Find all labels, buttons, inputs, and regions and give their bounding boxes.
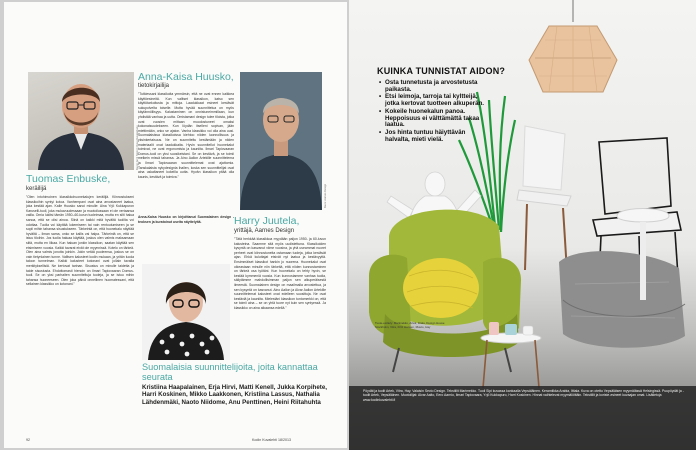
photo-credit-right: Kuva: Aarnes Design xyxy=(324,183,327,208)
quiz-item: • Jos hinta tuntuu häiyttävän halvalta, mieti vielä. xyxy=(379,130,491,144)
huusko-name: Anna-Kaisa Huusko, xyxy=(138,71,234,83)
huusko-note: Anna-Kaisa Huusko on kirjoittanut Suomalainen design -teoksen ja kuratoinut useita näyttelyitä. xyxy=(138,215,234,224)
yellow-pillow xyxy=(403,258,479,318)
enbuske-name: Tuomas Enbuske, xyxy=(26,173,111,185)
left-page xyxy=(4,2,347,448)
side-table xyxy=(481,322,541,388)
quiz-list xyxy=(379,80,491,144)
page-footer: Kodin Kuvalehti 18/2013 xyxy=(252,438,291,442)
enbuske-text: "Olen intohimoinen klassikkohuonekalujen keräilijä. Kiinnostukseni klassikoihin syntyi kotoa. Vanhempani ovat aina arvostaneet laatua, joka kestää ajan. Kalle Huusko sanoi minulle: Aina Yrjö Kukkapuron Karuselli-tuoli, joka mukavuudessaan ja muotoilussaan ei ole vertaansa vailla. Omia lukitsi tämän 1950–60-luvun tuoleimaa, mutta en silti halua sanoa, että se olisi ainoa. Siinä on kaikki mitä hyvältä tuolilta voi odottaa. Tuolia voi käyttää lukemiseen tai vain rentoutumiseen ja se sopii mihin tahansa sisustukseen. Tärkeintä on, että huonekalu näyttää hyvältä – ilman sama, onko se kallis vai halpa. Tärkeintä on, että se istuu tiloihin. Jos tuolia haluaa käyttää, joskus olen valmis maksamaan siitä, mutta en liikaa. Kun haluan jonkin klassikon, saatan käyttää sen etsimiseen vuosia. Kaikki tavarat eivät ole myynnissä. Kotelo on tärkeä. Olen aina valmis jonotta joinkin. Jokin vetää puoleensa, joskus se on vain tietynlainen tunne. Valitsen kalusteet kodin mukaan, ja yritän luoda taloon tunnelman. Kaikki kalusteet kotonani ovat jollain tavalla merkityksellisiä. Ne kertovat tarinan. Sisustus on minulle taidetta ja taide sisustusta. Ehdottomasti hienoin on Ilmari Tapiovaaran Domus-tuoli. Se on yksi parhaiten suunniteltuja tuoleja, ja se istuu mihin tahansa huoneeseen. Olen joka päivä onnellinen huomatessani, että sellainen klassikko on kotonani." xyxy=(26,195,134,287)
quiz-heading: KUINKA TUNNISTAT AIDON? xyxy=(377,66,506,76)
quiz-item: • Osta tunnetusta ja arvostetusta paikasta. xyxy=(379,80,491,94)
juutela-role: yrittäjä, Aarnes Design xyxy=(234,228,295,234)
white-chair-back xyxy=(517,126,571,272)
product-tag: Tuote-esittely: Marimekko, Artek, Iittala, Design House Stockholm, Vitra, Fritz Hansen, Muuto, Hay xyxy=(375,321,445,329)
quiz-item: • Kokeile huonekalun panoa. Heppoisuus ei välttämättä takaa laatua. xyxy=(379,109,491,130)
right-page xyxy=(349,0,696,450)
page-number: 92 xyxy=(26,438,30,442)
huusko-text: "Tutkiessani klassikoita ymmärsin, että ne ovat ennen kaikkea käyttöesineitä. Kun valitset klassikon, katso sen käyttötarkoitusta ja mittoja. Laadukkaat esineet kestävät sukupolvelta toiselle. Mutta hyvää suunnittelua on myös käytännöllisyys. Kalustaminen on onnistuneimmillaan, kun yhdistää vanhaa ja uutta. Omistamani design tulee tiloista, jotka ovat vuosien mittaan muodostuneet omaksi kokonaisuudekseen. Kun löydän itselleni sopivan, jään miettimään, onko se ajaton. Vanha klassikko voi olla aina uusi. Suomalaisissa klassikoissa kiehtoo niiden luonnollisuus ja yksinkertaisuus. Ne on suunniteltu kestämään ja niiden materiaalit ovat laadukkaita. Hyvin suunnitellut huonekalut toimivat, ne ovat ergonomisia ja kauniita. Ilmari Tapiovaaran Domus-tuoli on yksi suosikeistani. Se on kestävä, ja se toimii melkein missä tahansa. Ja Aino Aallon Artekille suunnittelema ja Ilmari Tapiovaaran suunnittelemat ovat ajattomia. Tanskalaista nykydesignia ihailen, koska sen suunnittelijat ovat aina uskaltaneet kokeilla uutta. Hyvän klassikon pitää olla kaunis, kestävä ja toimiva." xyxy=(138,92,234,179)
enbuske-role: keräilijä xyxy=(26,186,47,192)
photo-credit-left: Kuvat: Antti Niemi / Otava Kuvapalvelu xyxy=(136,125,139,170)
quiz-item: • Etsi leimoja, tarroja tai kyltteijä, jotka kertovat tuotteen alkuperän. xyxy=(379,94,491,108)
pendant-lamp-icon xyxy=(529,26,617,92)
portrait-hirvi xyxy=(142,264,230,360)
huusko-role: tietokirjailija xyxy=(138,83,170,89)
grey-lounge-chair xyxy=(559,251,685,348)
portrait-juutela xyxy=(240,72,322,210)
designers-heading: Suomalaisia suunnittelijoita, joita kannattaa seurata xyxy=(142,362,318,382)
juutela-text: "Tätä herkkää klassikkoa myydään paljon 1950- ja 60-luvun kalusteina. Saamme sitä myös uudistettuna. Klassikoiden kysyntä on kasvanut viime vuosina, ja yhä useammat nuoret perheet ovat kiinnostuneita ostamaan tuoleja, jotka kestävät ajan. Ehkä kuluttajat etsivät nyt laatua ja kestävyyttä. Ensimmäiset klassikot hankin jo nuorena. Huonekalut ovat oikeastaan minulle niin tärkeitä, että niiden kunnostaminen on tärkeä osa työtäni. Kun huonekalu on tehty hyvin, se kestää kymmeniä vuosia. Kun kunnostamme vanhaa tuolia, säilytämme mahdollisimman paljon sen alkuperäisestä ilmeestä. Suomalainen design on maailmalla arvostettua, ja sen kysyntä on kasvanut. Aino Aallon ja Alvar Aallon Artekille suunnittelemat kalusteet ovat edelleen suosittuja. Ne ovat kestäviä ja kauniita. Mielestäni klassikon tuntomerkki on, että se toimii aina – se on yhtä tuore nyt kuin sen syntyessä. Ja klassikko on aina aikaansa edellä." xyxy=(234,237,326,310)
caption-text: Pöydät ja tuolit Artek, Vitra, Hay. Valaisin Secto Design. Tekstiilit Marimekko. Tuoli Sipi kuvassa kankaalla Vepsäläinen. Keramiikka Arabia, Iittala. Kuva on otettu Vepsäläisen myymälässä Helsingissä. Puupöydät ja -tuolit Artek, Vepsäläinen. Muotoilijat: Alvar Aalto, Eero Aarnio, Ilmari Tapiovaara, Yrjö Kukkapuro, Harri Koskinen. Hinnat vaihtelevat myymälöittäin. Tekstiilit ja koriste-esineet kuvaajan omat. Lisätietoja www.kodinkuvalehti.fi xyxy=(363,389,684,402)
juutela-name: Harry Juutela, xyxy=(234,215,300,227)
designers-list: Kristiina Haapalainen, Erja Hirvi, Matti Kenell, Jukka Korpihete, Harri Koskinen, Mikko Laakkonen, Kristiina Lassus, Nathalia Lähdenmäki, Naoto Niidome, Anu Penttinen, Heini Riitahuhta xyxy=(142,384,327,406)
portrait-enbuske xyxy=(28,72,134,170)
